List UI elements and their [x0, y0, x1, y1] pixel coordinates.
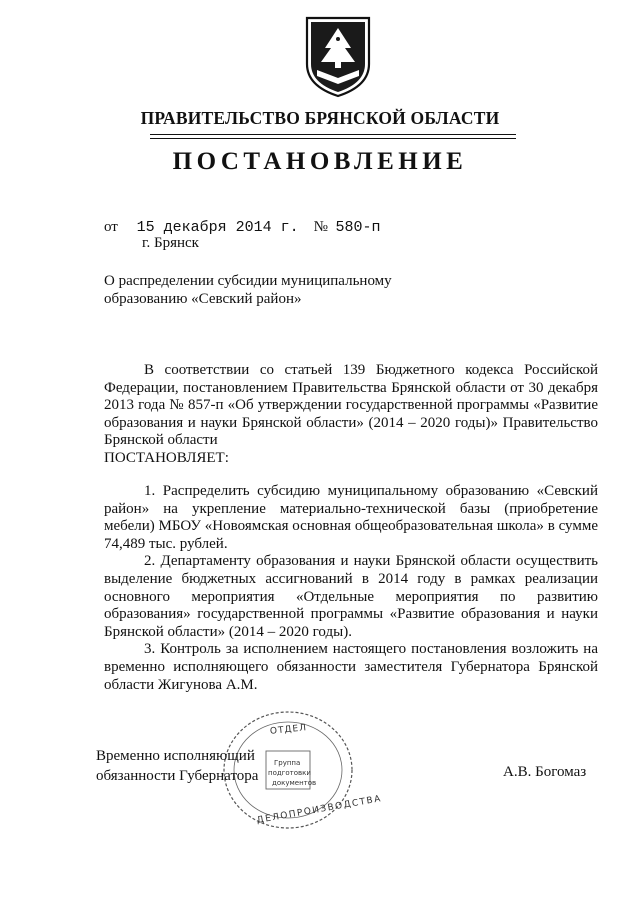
stamp-text: подготовки: [268, 769, 311, 777]
signatory-title-line: Временно исполняющий: [96, 748, 255, 764]
decree-item: 1. Распределить субсидию муниципальному образованию «Севский район» на укрепление материально-технической базы (приобретение мебели) МБОУ «Новоямская основная общеобразовательная школа» в сумме 74,489 тыс. рублей.: [104, 483, 598, 552]
stamp-text: Группа: [274, 759, 301, 767]
signatory-title: [96, 746, 258, 786]
from-label: от: [104, 219, 118, 235]
stamp-text: ДЕЛОПРОИЗВОДСТВА: [256, 794, 383, 826]
document-city: г. Брянск: [142, 235, 199, 251]
decree-items: [104, 483, 598, 694]
stamp-text: документов: [272, 779, 317, 787]
document-date-number: [104, 219, 380, 236]
subject-line: О распределении субсидии муниципальному: [104, 273, 392, 289]
document-date: 15 декабря 2014 г.: [136, 219, 299, 236]
preamble-paragraph: В соответствии со статьей 139 Бюджетного кодекса Российской Федерации, постановлением Правительства Брянской области от 30 декабря 2013 года № 857-п «Об утверждении государственной программы «Развитие образования и науки Брянской области» (2014 – 2020 годы)» Правительство Брянской области: [104, 362, 598, 449]
document-type-heading: ПОСТАНОВЛЕНИЕ: [172, 148, 468, 175]
stamp-text: ОТДЕЛ: [269, 723, 308, 737]
subject-line: образованию «Севский район»: [104, 290, 302, 307]
document-subject: [104, 273, 392, 308]
bryansk-coat-of-arms-icon: [303, 14, 373, 100]
decree-item: 3. Контроль за исполнением настоящего постановления возложить на временно исполняющего обязанности заместителя Губернатора Брянской области Жигунова А.М.: [104, 641, 598, 693]
document-number: 580-п: [335, 219, 381, 236]
decree-item: 2. Департаменту образования и науки Брянской области осуществить выделение бюджетных ассигнований в 2014 году в рамках реализации основного мероприятия «Отдельные мероприятия по развитию образования» государственной программы «Развитие образования и науки Брянской области» (2014 – 2020 годы).: [104, 553, 598, 640]
signatory-title-line: обязанности Губернатора: [96, 768, 259, 784]
header-rule: [150, 134, 516, 135]
header-rule: [150, 138, 516, 139]
signatory-name: А.В. Богомаз: [503, 764, 587, 780]
decree-word: ПОСТАНОВЛЯЕТ:: [104, 450, 229, 466]
number-label: №: [313, 219, 328, 235]
organization-title: ПРАВИТЕЛЬСТВО БРЯНСКОЙ ОБЛАСТИ: [140, 108, 500, 128]
